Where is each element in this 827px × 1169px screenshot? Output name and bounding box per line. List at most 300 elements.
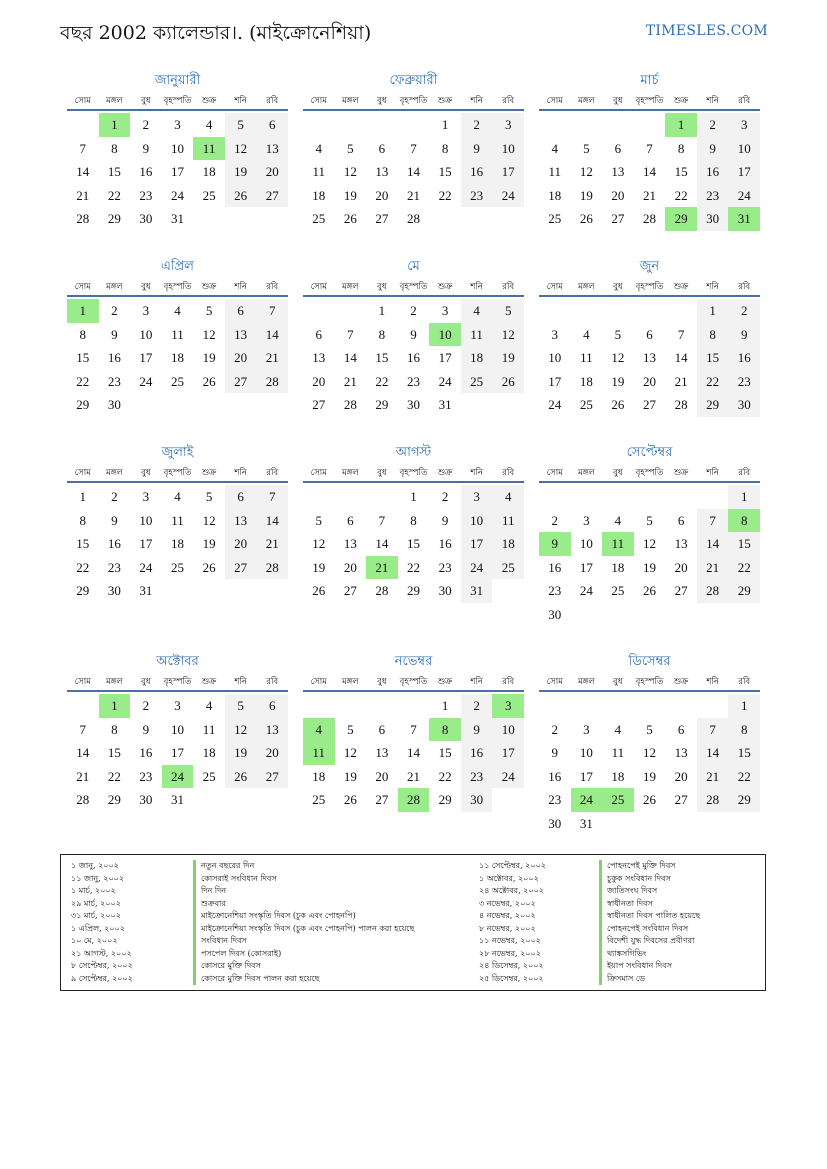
weekday-label: মঙ্গল: [578, 677, 595, 687]
day-cell: 28: [256, 556, 288, 580]
holiday-name: স্বাধীনতা দিবস: [599, 898, 700, 911]
day-cell: 26: [343, 792, 357, 807]
day-cell: 18: [170, 350, 184, 365]
weekday-label: বৃহস্পতি: [399, 677, 428, 687]
day-cell: 15: [107, 164, 121, 179]
day-cell: 26: [225, 765, 257, 789]
day-cell: 12: [343, 164, 357, 179]
day-cell: 3: [583, 721, 590, 737]
day-cell: 9: [461, 718, 493, 742]
month-calendar: [539, 257, 760, 417]
holiday-name: শুক্রবার: [193, 898, 414, 911]
month-name: ফেব্রুয়ারী: [389, 73, 438, 88]
day-cell: 9: [697, 137, 729, 161]
month-calendar: [67, 257, 288, 417]
weekday-label: বৃহস্পতি: [399, 96, 428, 106]
day-cell: 20: [225, 532, 257, 556]
day-cell: 27: [375, 211, 389, 226]
day-cell: 7: [410, 721, 417, 737]
month-calendar: [303, 652, 524, 812]
day-cell: 24: [139, 373, 153, 389]
day-cell: 2: [461, 113, 493, 137]
day-cell: 2: [461, 694, 493, 718]
weekday-header: [67, 277, 288, 297]
day-cell: 16: [728, 346, 760, 370]
day-cell: 1: [728, 694, 760, 718]
day-cell: 3: [142, 489, 150, 504]
holiday-day-cell: 25: [602, 788, 634, 812]
weekday-label: শনি: [470, 468, 483, 478]
day-cell: 21: [76, 768, 90, 784]
empty-cell: [665, 694, 697, 718]
day-cell: 18: [611, 559, 625, 575]
weekday-label: বৃহস্পতি: [163, 677, 192, 687]
day-cell: 19: [202, 536, 216, 551]
empty-cell: [539, 113, 571, 137]
weekday-label: মঙ্গল: [342, 677, 359, 687]
holiday-name: দিন দিন: [193, 885, 414, 898]
day-cell: 5: [225, 694, 257, 718]
month-calendar: [539, 71, 760, 231]
holiday-name: বিদেশী যুদ্ধ দিবসের প্রবীণরা: [599, 935, 700, 948]
weekday-label: শনি: [470, 96, 483, 106]
weekday-header: [67, 672, 288, 692]
day-cell: 21: [674, 373, 688, 389]
day-cell: 8: [728, 718, 760, 742]
day-cell: 1: [697, 299, 729, 323]
day-cell: 17: [492, 160, 524, 184]
day-cell: 25: [202, 768, 216, 784]
day-cell: 3: [583, 512, 590, 528]
empty-cell: [602, 694, 634, 718]
day-cell: 22: [697, 370, 729, 394]
day-cell: 16: [406, 350, 420, 365]
day-cell: 17: [438, 350, 452, 365]
day-cell: 23: [438, 559, 452, 575]
day-cell: 18: [579, 373, 593, 389]
day-cell: 6: [378, 140, 386, 156]
day-cell: 19: [225, 160, 257, 184]
day-cell: 30: [548, 606, 562, 622]
holiday-date: ২১ আগস্ট, ২০০২: [71, 948, 132, 958]
day-cell: 6: [677, 721, 685, 737]
day-cell: 17: [492, 741, 524, 765]
weekday-label: রবি: [502, 96, 515, 106]
empty-cell: [366, 694, 398, 718]
day-cell: 2: [551, 512, 559, 528]
month-name: মে: [407, 259, 420, 274]
day-cell: 8: [441, 140, 449, 156]
day-cell: 8: [697, 323, 729, 347]
day-cell: 8: [677, 140, 685, 156]
day-cell: 30: [139, 792, 153, 807]
day-cell: 3: [461, 485, 493, 509]
day-cell: 16: [139, 164, 153, 179]
day-cell: 13: [611, 164, 625, 179]
day-cell: 24: [461, 556, 493, 580]
day-cell: 22: [674, 187, 688, 203]
day-cell: 7: [79, 140, 87, 156]
day-cell: 19: [343, 768, 357, 784]
day-cell: 23: [406, 373, 420, 389]
weekday-label: বুধ: [377, 96, 387, 106]
weekday-label: শনি: [234, 96, 247, 106]
holiday-name: পোহনপেই সংবিধান দিবস: [599, 923, 700, 936]
day-cell: 5: [492, 299, 524, 323]
day-cell: 26: [579, 211, 593, 226]
holiday-day-cell: 8: [728, 509, 760, 533]
day-cell: 15: [728, 532, 760, 556]
day-cell: 30: [461, 788, 493, 812]
day-cell: 10: [548, 350, 562, 365]
holiday-names-right: [599, 860, 700, 985]
holiday-date: ৩১ মার্চ, ২০০২: [71, 911, 121, 920]
holiday-date: ২৪ অক্টোবর, ২০০২: [479, 886, 544, 895]
empty-cell: [539, 485, 571, 509]
day-cell: 29: [107, 211, 121, 226]
weekday-label: সোম: [74, 468, 91, 478]
month-calendar: [539, 443, 760, 626]
day-cell: 25: [312, 792, 326, 807]
weekday-label: বৃহস্পতি: [635, 677, 664, 687]
day-cell: 11: [492, 509, 524, 533]
weekday-header: [539, 672, 760, 692]
holiday-day-cell: 8: [429, 718, 461, 742]
holiday-date: ১১ নভেম্বর, ২০০২: [479, 936, 541, 945]
holiday-date: ১ এপ্রিল, ২০০২: [71, 923, 125, 933]
day-cell: 4: [551, 140, 559, 156]
day-cell: 28: [343, 397, 357, 412]
empty-cell: [539, 299, 571, 323]
day-cell: 19: [225, 741, 257, 765]
day-cell: 13: [375, 164, 389, 179]
day-cell: 17: [139, 536, 153, 551]
weekday-header: [303, 277, 524, 297]
empty-cell: [634, 299, 666, 323]
day-cell: 18: [548, 187, 562, 203]
day-cell: 26: [611, 397, 625, 412]
day-cell: 29: [438, 792, 452, 807]
day-cell: 7: [697, 718, 729, 742]
day-cell: 8: [111, 721, 118, 737]
holiday-date: ১ মার্চ, ২০০২: [71, 886, 116, 895]
day-cell: 15: [674, 164, 688, 179]
month-calendar: [67, 443, 288, 603]
day-cell: 9: [111, 512, 118, 528]
day-cell: 24: [170, 187, 184, 203]
holiday-date: ১১ জানু, ২০০২: [71, 873, 125, 883]
day-cell: 7: [697, 509, 729, 533]
day-cell: 10: [728, 137, 760, 161]
day-cell: 19: [343, 187, 357, 203]
day-cell: 19: [642, 559, 656, 575]
day-grid: [303, 485, 524, 603]
day-cell: 11: [548, 164, 562, 179]
weekday-label: বৃহস্পতি: [635, 468, 664, 478]
empty-cell: [303, 694, 335, 718]
day-cell: 15: [375, 350, 389, 365]
day-cell: 5: [646, 512, 653, 528]
day-cell: 30: [107, 583, 121, 598]
day-cell: 4: [315, 140, 323, 156]
site-link[interactable]: TIMESLES.COM: [645, 23, 768, 39]
weekday-header: [539, 463, 760, 483]
day-cell: 2: [111, 489, 118, 504]
day-cell: 12: [642, 745, 656, 760]
holiday-date: ২৪ ডিসেম্বর, ২০০২: [479, 961, 544, 970]
holiday-list: [60, 854, 766, 991]
day-cell: 22: [728, 765, 760, 789]
weekday-label: শুক্র: [201, 677, 217, 687]
weekday-label: সোম: [74, 677, 91, 687]
day-cell: 24: [438, 373, 452, 389]
holiday-date: ২৮ নভেম্বর, ২০০২: [479, 948, 541, 958]
day-grid: [303, 113, 524, 231]
day-cell: 17: [728, 160, 760, 184]
day-cell: 31: [461, 579, 493, 603]
day-cell: 10: [170, 721, 184, 737]
day-cell: 27: [256, 184, 288, 208]
day-cell: 26: [225, 184, 257, 208]
weekday-label: শনি: [706, 282, 719, 292]
day-cell: 20: [375, 768, 389, 784]
weekday-label: বুধ: [141, 282, 151, 292]
day-cell: 27: [375, 792, 389, 807]
day-cell: 11: [611, 745, 625, 760]
day-cell: 20: [611, 187, 625, 203]
day-cell: 7: [646, 140, 653, 156]
holiday-names-left: [193, 860, 414, 985]
holiday-name: স্বাধীনতা দিবস পালিত হয়েছে: [599, 910, 700, 923]
day-cell: 12: [492, 323, 524, 347]
empty-cell: [634, 113, 666, 137]
day-cell: 4: [614, 512, 622, 528]
weekday-header: [539, 91, 760, 111]
holiday-name: কোসরাই সংবিধান দিবস: [193, 873, 414, 886]
holiday-day-cell: 11: [303, 741, 335, 765]
empty-cell: [697, 694, 729, 718]
day-cell: 2: [410, 303, 417, 318]
day-cell: 27: [611, 211, 625, 226]
empty-cell: [335, 113, 367, 137]
day-cell: 6: [315, 326, 323, 342]
day-cell: 18: [461, 346, 493, 370]
holiday-day-cell: 29: [665, 207, 697, 231]
day-cell: 10: [139, 512, 153, 528]
month-calendar: [67, 71, 288, 231]
holiday-name: চুকুক সংবিধান দিবস: [599, 873, 700, 886]
weekday-label: মঙ্গল: [578, 468, 595, 478]
holiday-day-cell: 11: [602, 532, 634, 556]
day-cell: 20: [674, 559, 688, 575]
day-grid: [67, 113, 288, 231]
weekday-label: শনি: [706, 96, 719, 106]
day-cell: 31: [579, 815, 593, 831]
day-cell: 2: [441, 489, 449, 504]
day-cell: 19: [202, 350, 216, 365]
empty-cell: [602, 299, 634, 323]
day-cell: 30: [728, 393, 760, 417]
weekday-label: শুক্র: [673, 96, 689, 106]
holiday-day-cell: 11: [193, 137, 225, 161]
weekday-label: শুক্র: [673, 468, 689, 478]
day-cell: 1: [441, 698, 449, 713]
weekday-label: বুধ: [613, 96, 623, 106]
day-cell: 13: [225, 509, 257, 533]
holiday-name: সংবিধান দিবস: [193, 935, 414, 948]
day-cell: 10: [492, 718, 524, 742]
day-cell: 11: [171, 512, 184, 528]
weekday-label: রবি: [266, 468, 279, 478]
day-cell: 11: [461, 323, 493, 347]
day-cell: 9: [728, 323, 760, 347]
day-cell: 4: [492, 485, 524, 509]
day-cell: 27: [343, 583, 357, 598]
day-cell: 24: [139, 559, 153, 575]
day-cell: 3: [174, 117, 181, 132]
weekday-label: মঙ্গল: [578, 282, 595, 292]
day-cell: 9: [111, 326, 118, 342]
holiday-dates-left: [71, 860, 133, 985]
day-cell: 9: [142, 721, 150, 737]
day-cell: 22: [107, 187, 121, 203]
empty-cell: [335, 694, 367, 718]
month-name: আগস্ট: [395, 445, 432, 460]
empty-cell: [634, 485, 666, 509]
holiday-name: মাইক্রোনেশিয়া সংস্কৃতি দিবস (চুক এবং পোহনপি) পালন করা হয়েছে: [193, 923, 414, 936]
day-cell: 3: [441, 303, 449, 318]
day-cell: 25: [611, 583, 625, 598]
day-cell: 2: [551, 721, 559, 737]
day-cell: 13: [375, 745, 389, 760]
empty-cell: [398, 694, 430, 718]
day-cell: 5: [205, 489, 213, 504]
day-cell: 22: [438, 187, 452, 203]
holiday-name: পসপেল দিবস (কোসরাই): [193, 948, 414, 961]
weekday-label: শনি: [470, 677, 483, 687]
day-cell: 26: [642, 792, 656, 807]
weekday-label: মঙ্গল: [342, 96, 359, 106]
day-cell: 28: [76, 792, 90, 807]
day-cell: 21: [256, 346, 288, 370]
empty-cell: [303, 299, 335, 323]
day-cell: 5: [205, 303, 213, 318]
day-cell: 20: [343, 559, 357, 575]
weekday-label: বৃহস্পতি: [163, 96, 192, 106]
weekday-label: শনি: [234, 282, 247, 292]
weekday-label: মঙ্গল: [342, 282, 359, 292]
day-grid: [67, 485, 288, 603]
weekday-label: বুধ: [377, 468, 387, 478]
day-cell: 4: [583, 326, 590, 342]
day-cell: 28: [642, 211, 656, 226]
day-cell: 31: [438, 397, 452, 412]
day-cell: 14: [343, 350, 357, 365]
day-cell: 7: [79, 721, 87, 737]
day-cell: 14: [674, 350, 688, 365]
day-cell: 15: [107, 745, 121, 760]
day-cell: 30: [107, 397, 121, 412]
day-cell: 21: [256, 532, 288, 556]
day-cell: 29: [76, 397, 90, 412]
day-cell: 1: [79, 489, 87, 504]
weekday-label: বৃহস্পতি: [399, 468, 428, 478]
day-cell: 7: [378, 512, 386, 528]
holiday-date: ১ জানু, ২০০২: [71, 861, 119, 870]
day-cell: 18: [492, 532, 524, 556]
day-cell: 12: [611, 350, 625, 365]
weekday-label: বুধ: [377, 677, 387, 687]
day-cell: 8: [410, 512, 417, 528]
day-cell: 31: [170, 211, 184, 226]
weekday-label: সোম: [310, 677, 327, 687]
weekday-label: বুধ: [377, 282, 387, 292]
day-cell: 3: [551, 326, 559, 342]
day-cell: 31: [139, 583, 153, 598]
day-cell: 20: [256, 160, 288, 184]
day-cell: 12: [642, 536, 656, 551]
weekday-header: [539, 277, 760, 297]
weekday-label: সোম: [310, 468, 327, 478]
day-cell: 11: [312, 164, 326, 179]
day-cell: 22: [76, 559, 90, 575]
empty-cell: [335, 485, 367, 509]
day-cell: 28: [674, 397, 688, 412]
day-cell: 14: [256, 323, 288, 347]
holiday-day-cell: 9: [539, 532, 571, 556]
weekday-label: সোম: [546, 468, 563, 478]
weekday-label: রবি: [502, 468, 515, 478]
holiday-day-cell: 21: [366, 556, 398, 580]
day-cell: 15: [438, 745, 452, 760]
day-cell: 18: [202, 745, 216, 760]
day-cell: 15: [76, 536, 90, 551]
day-cell: 2: [728, 299, 760, 323]
day-cell: 14: [406, 164, 420, 179]
day-cell: 30: [548, 815, 562, 831]
day-cell: 15: [76, 350, 90, 365]
holiday-date: ৮ নভেম্বর, ২০০২: [479, 923, 536, 933]
month-calendar: [303, 257, 524, 417]
day-cell: 27: [674, 792, 688, 807]
day-cell: 13: [674, 745, 688, 760]
day-cell: 5: [315, 512, 323, 528]
day-cell: 17: [170, 164, 184, 179]
day-cell: 15: [438, 164, 452, 179]
day-grid: [539, 485, 760, 626]
month-calendar: [539, 652, 760, 835]
empty-cell: [67, 694, 99, 718]
day-cell: 20: [642, 373, 656, 389]
day-cell: 12: [225, 718, 257, 742]
day-cell: 31: [170, 792, 184, 807]
day-grid: [539, 299, 760, 417]
weekday-label: বুধ: [613, 677, 623, 687]
day-cell: 19: [492, 346, 524, 370]
day-cell: 30: [139, 211, 153, 226]
day-cell: 19: [312, 559, 326, 575]
day-cell: 24: [492, 184, 524, 208]
day-cell: 9: [441, 512, 449, 528]
empty-cell: [634, 694, 666, 718]
day-cell: 26: [312, 583, 326, 598]
weekday-label: শুক্র: [201, 96, 217, 106]
day-cell: 30: [406, 397, 420, 412]
weekday-label: শনি: [234, 468, 247, 478]
day-cell: 16: [548, 559, 562, 575]
day-cell: 10: [461, 509, 493, 533]
day-cell: 14: [642, 164, 656, 179]
